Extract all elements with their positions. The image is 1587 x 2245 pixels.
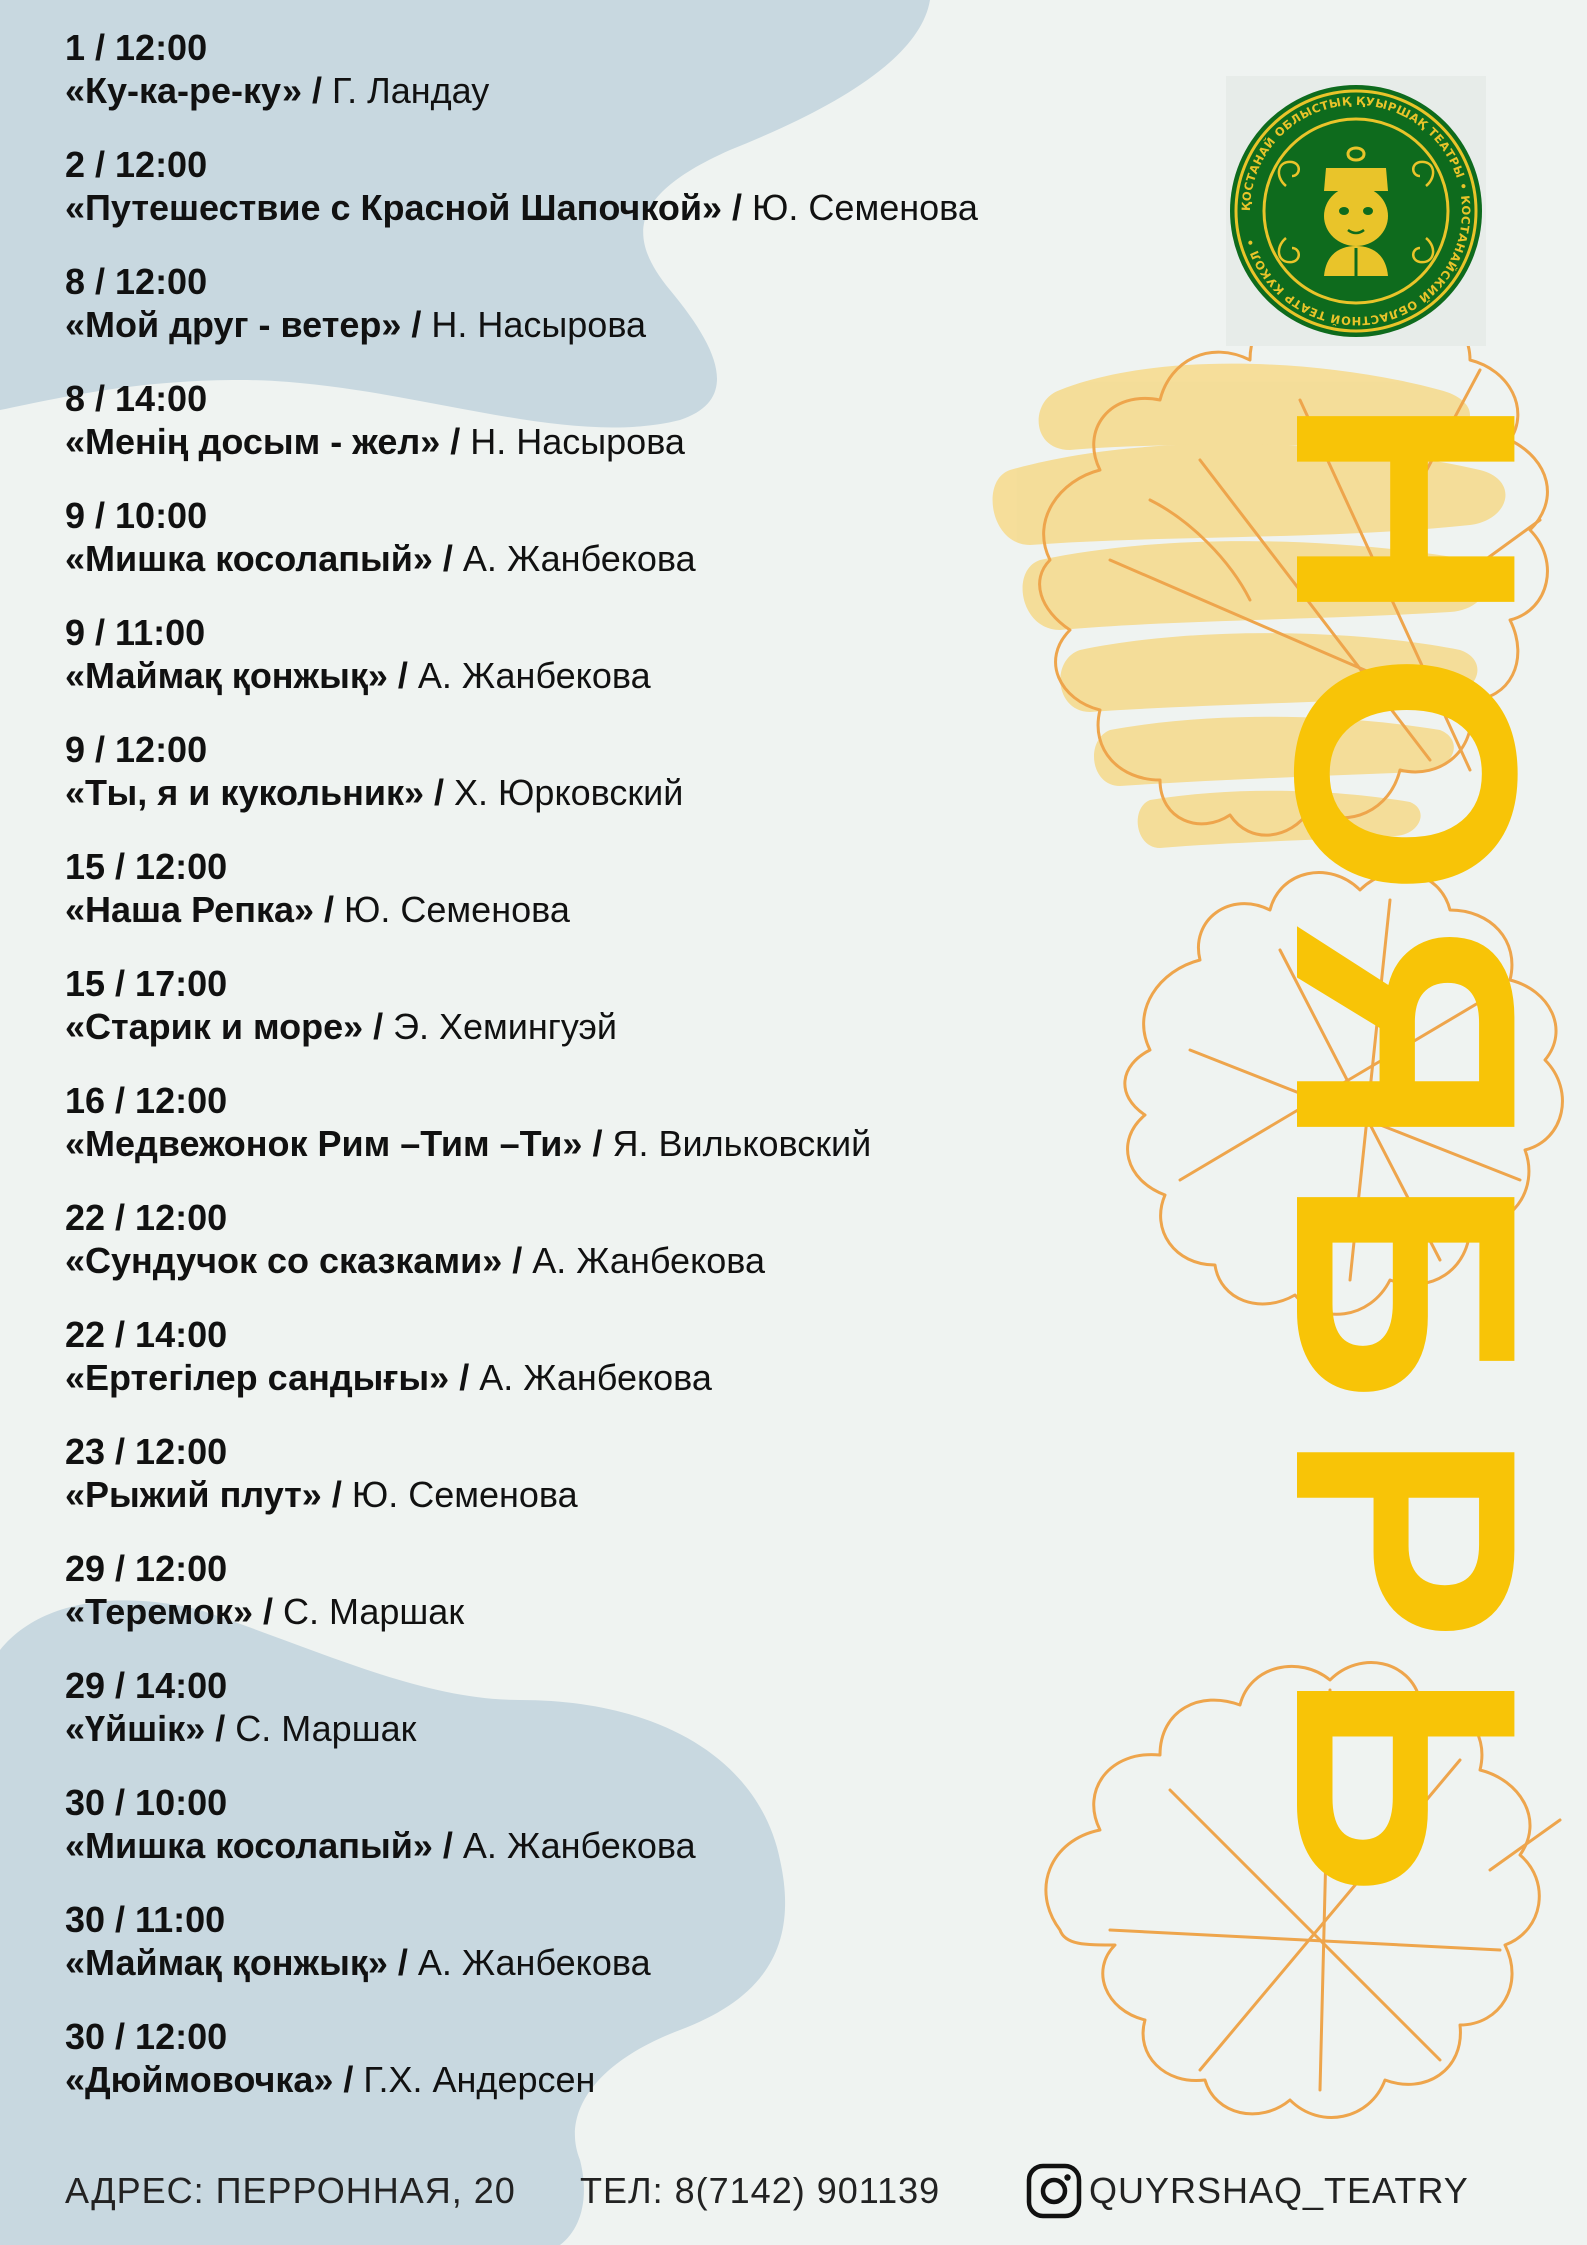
separator: / <box>387 655 418 696</box>
separator: / <box>387 1942 418 1983</box>
event-date-time: 2 / 12:00 <box>65 144 208 185</box>
event-date-time: 9 / 10:00 <box>65 495 208 536</box>
schedule-item <box>65 960 1165 1077</box>
theatre-logo <box>1226 76 1486 346</box>
event-author: Г.Х. Андерсен <box>363 2059 596 2100</box>
event-date-time: 23 / 12:00 <box>65 1431 228 1472</box>
separator: / <box>302 70 333 111</box>
event-line <box>65 1476 1165 1514</box>
schedule-item <box>65 1662 1165 1779</box>
event-author: А. Жанбекова <box>417 655 651 696</box>
separator: / <box>424 772 455 813</box>
schedule-item <box>65 492 1165 609</box>
instagram-link[interactable] <box>1025 2162 1469 2220</box>
event-line <box>65 1008 1165 1046</box>
event-line <box>65 1710 1165 1748</box>
schedule-item <box>65 141 1165 258</box>
event-date-time: 22 / 12:00 <box>65 1197 228 1238</box>
event-date-time: 30 / 11:00 <box>65 1899 226 1940</box>
event-author: Г. Ландау <box>332 70 490 111</box>
event-line <box>65 1242 1165 1280</box>
event-date-time: 9 / 12:00 <box>65 729 208 770</box>
schedule-item <box>65 726 1165 843</box>
event-line <box>65 1944 1165 1982</box>
event-author: Н. Насырова <box>470 421 685 462</box>
schedule-item <box>65 1077 1165 1194</box>
event-date-time: 8 / 14:00 <box>65 378 208 419</box>
separator: / <box>205 1708 236 1749</box>
separator: / <box>449 1357 480 1398</box>
event-line <box>65 2061 1165 2099</box>
event-line <box>65 1827 1165 1865</box>
event-title: «Менің досым - жел» <box>65 421 441 462</box>
event-line <box>65 189 1165 227</box>
schedule-item <box>65 1545 1165 1662</box>
event-line <box>65 774 1165 812</box>
event-title: «Ку-ка-ре-ку» <box>65 70 302 111</box>
event-author: Я. Вильковский <box>612 1123 872 1164</box>
event-author: Ю. Семенова <box>752 187 978 228</box>
event-title: «Дюймовочка» <box>65 2059 334 2100</box>
separator: / <box>722 187 753 228</box>
separator: / <box>321 1474 352 1515</box>
separator: / <box>440 421 471 462</box>
schedule-item <box>65 1779 1165 1896</box>
event-line <box>65 1359 1165 1397</box>
separator: / <box>314 889 345 930</box>
event-title: «Медвежонок Рим –Тим –Ти» <box>65 1123 583 1164</box>
phone-text[interactable]: ТЕЛ: 8(7142) 901139 <box>580 2170 941 2211</box>
event-title: «Мой друг - ветер» <box>65 304 402 345</box>
schedule-item <box>65 1194 1165 1311</box>
event-author: А. Жанбекова <box>462 1825 696 1866</box>
puppet-face-icon <box>1226 76 1486 346</box>
instagram-icon <box>1025 2162 1083 2220</box>
schedule-item <box>65 24 1165 141</box>
schedule-item <box>65 1428 1165 1545</box>
event-author: Э. Хемингуэй <box>393 1006 617 1047</box>
event-title: «Мишка косолапый» <box>65 1825 433 1866</box>
logo-ring-text: ҚОСТАНАЙ ОБЛЫСТЫҚ ҚУЫРШАҚ ТЕАТРЫ • КОСТАНАЙСКИЙ ОБЛАСТНОЙ ТЕАТР КУКОЛ • <box>1238 93 1474 329</box>
separator: / <box>432 538 463 579</box>
event-author: Н. Насырова <box>431 304 647 345</box>
event-author: А. Жанбекова <box>532 1240 765 1281</box>
event-date-time: 15 / 17:00 <box>65 963 228 1004</box>
event-title: «Старик и море» <box>65 1006 364 1047</box>
event-line <box>65 657 1165 695</box>
separator: / <box>401 304 432 345</box>
event-author: А. Жанбекова <box>417 1942 651 1983</box>
event-author: Ю. Семенова <box>351 1474 578 1515</box>
event-date-time: 29 / 12:00 <box>65 1548 228 1589</box>
footer <box>65 2170 1485 2230</box>
event-author: Ю. Семенова <box>344 889 570 930</box>
event-title: «Сундучок со сказками» <box>65 1240 503 1281</box>
event-line <box>65 1593 1165 1631</box>
separator: / <box>582 1123 613 1164</box>
separator: / <box>432 1825 463 1866</box>
event-title: «Мишка косолапый» <box>65 538 433 579</box>
event-title: «Ты, я и кукольник» <box>65 772 425 813</box>
event-author: С. Маршак <box>282 1591 465 1632</box>
event-date-time: 1 / 12:00 <box>65 27 208 68</box>
address-text: АДРЕС: ПЕРРОННАЯ, 20 <box>65 2170 516 2211</box>
schedule-item <box>65 258 1165 375</box>
event-title: «Теремок» <box>65 1591 253 1632</box>
instagram-handle: QUYRSHAQ_TEATRY <box>1089 2170 1469 2211</box>
separator: / <box>252 1591 283 1632</box>
event-line <box>65 891 1165 929</box>
month-title: НОЯБРЬ <box>1230 395 1583 1925</box>
schedule-item <box>65 2013 1165 2130</box>
event-title: «Путешествие с Красной Шапочкой» <box>65 187 723 228</box>
event-author: А. Жанбекова <box>462 538 696 579</box>
event-title: «Рыжий плут» <box>65 1474 322 1515</box>
event-title: «Маймақ қонжық» <box>65 655 388 696</box>
event-date-time: 22 / 14:00 <box>65 1314 228 1355</box>
event-date-time: 8 / 12:00 <box>65 261 208 302</box>
separator: / <box>363 1006 394 1047</box>
separator: / <box>333 2059 364 2100</box>
schedule-item <box>65 843 1165 960</box>
schedule-item <box>65 1311 1165 1428</box>
event-author: Х. Юрковский <box>454 772 684 813</box>
schedule-list <box>65 24 1165 2130</box>
separator: / <box>502 1240 533 1281</box>
event-date-time: 30 / 10:00 <box>65 1782 228 1823</box>
schedule-item <box>65 609 1165 726</box>
event-title: «Наша Репка» <box>65 889 315 930</box>
event-line <box>65 306 1165 344</box>
event-author: А. Жанбекова <box>479 1357 712 1398</box>
event-date-time: 16 / 12:00 <box>65 1080 228 1121</box>
event-line <box>65 423 1165 461</box>
event-line <box>65 1125 1165 1163</box>
event-title: «Ертегілер сандығы» <box>65 1357 450 1398</box>
event-date-time: 30 / 12:00 <box>65 2016 228 2057</box>
event-date-time: 15 / 12:00 <box>65 846 228 887</box>
event-title: «Маймақ қонжық» <box>65 1942 388 1983</box>
schedule-item <box>65 1896 1165 2013</box>
event-date-time: 9 / 11:00 <box>65 612 206 653</box>
event-author: С. Маршак <box>235 1708 417 1749</box>
event-line <box>65 72 1165 110</box>
event-title: «Үйшік» <box>65 1708 206 1749</box>
event-line <box>65 540 1165 578</box>
event-date-time: 29 / 14:00 <box>65 1665 228 1706</box>
schedule-item <box>65 375 1165 492</box>
